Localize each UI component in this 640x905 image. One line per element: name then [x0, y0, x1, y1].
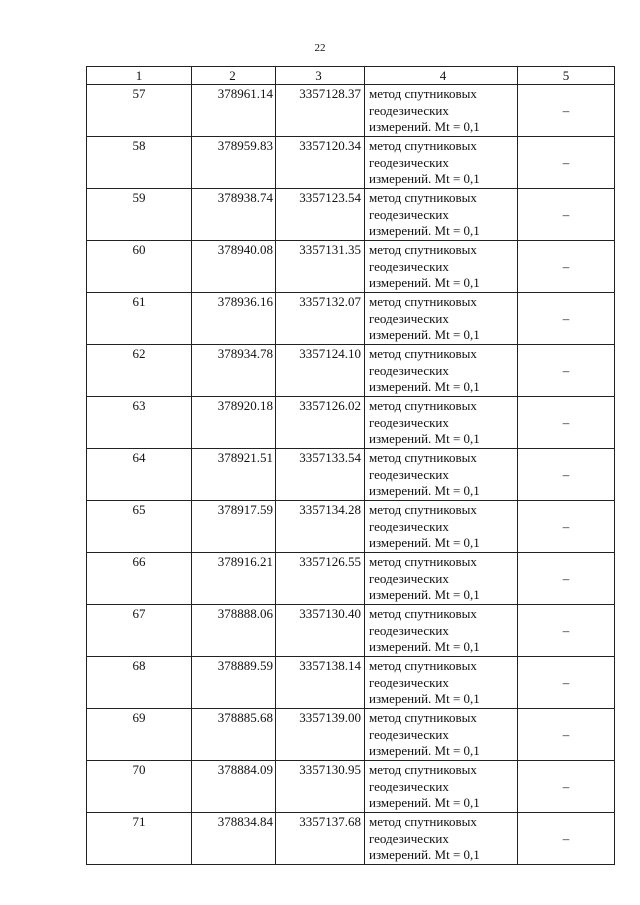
- point-number-cell: 60: [87, 241, 192, 293]
- method-line: геодезических: [369, 518, 449, 534]
- column-header-5: 5: [518, 67, 615, 85]
- method-line: метод спутниковых: [369, 294, 477, 309]
- note-cell: –: [518, 657, 615, 709]
- point-number-cell: 59: [87, 189, 192, 241]
- y-coordinate-cell: 3357126.55: [276, 553, 365, 605]
- method-cell: [365, 605, 518, 657]
- method-line: метод спутниковых: [369, 606, 477, 621]
- note-cell: –: [518, 293, 615, 345]
- x-coordinate-cell: 378938.74: [192, 189, 276, 241]
- method-line: измерений. Mt = 0,1: [369, 483, 480, 498]
- method-cell: [365, 345, 518, 397]
- method-line: измерений. Mt = 0,1: [369, 223, 480, 238]
- method-cell: [365, 501, 518, 553]
- method-line: измерений. Mt = 0,1: [369, 379, 480, 394]
- method-cell: [365, 189, 518, 241]
- y-coordinate-cell: 3357130.95: [276, 761, 365, 813]
- point-number-cell: 63: [87, 397, 192, 449]
- method-line: измерений. Mt = 0,1: [369, 847, 480, 862]
- y-coordinate-cell: 3357120.34: [276, 137, 365, 189]
- x-coordinate-cell: 378961.14: [192, 85, 276, 137]
- method-line: геодезических: [369, 778, 449, 794]
- y-coordinate-cell: 3357123.54: [276, 189, 365, 241]
- method-line: метод спутниковых: [369, 138, 477, 153]
- x-coordinate-cell: 378834.84: [192, 813, 276, 865]
- method-line: геодезических: [369, 154, 449, 170]
- method-line: измерений. Mt = 0,1: [369, 587, 480, 602]
- coordinates-table: [86, 66, 615, 865]
- point-number-cell: 69: [87, 709, 192, 761]
- method-line: геодезических: [369, 466, 449, 482]
- method-line: метод спутниковых: [369, 86, 477, 101]
- method-cell: [365, 293, 518, 345]
- column-header-4: 4: [365, 67, 518, 85]
- method-line: метод спутниковых: [369, 658, 477, 673]
- table-body: [87, 85, 615, 865]
- method-line: геодезических: [369, 830, 449, 846]
- method-line: геодезических: [369, 622, 449, 638]
- method-line: геодезических: [369, 674, 449, 690]
- table-row: [87, 397, 615, 449]
- method-line: измерений. Mt = 0,1: [369, 119, 480, 134]
- table-row: [87, 553, 615, 605]
- method-line: геодезических: [369, 206, 449, 222]
- note-cell: –: [518, 761, 615, 813]
- method-line: метод спутниковых: [369, 762, 477, 777]
- table-row: [87, 241, 615, 293]
- point-number-cell: 58: [87, 137, 192, 189]
- y-coordinate-cell: 3357131.35: [276, 241, 365, 293]
- method-cell: [365, 137, 518, 189]
- note-cell: –: [518, 449, 615, 501]
- method-line: измерений. Mt = 0,1: [369, 275, 480, 290]
- x-coordinate-cell: 378921.51: [192, 449, 276, 501]
- method-cell: [365, 709, 518, 761]
- table-row: [87, 709, 615, 761]
- y-coordinate-cell: 3357132.07: [276, 293, 365, 345]
- method-line: геодезических: [369, 414, 449, 430]
- x-coordinate-cell: 378889.59: [192, 657, 276, 709]
- y-coordinate-cell: 3357124.10: [276, 345, 365, 397]
- method-line: метод спутниковых: [369, 190, 477, 205]
- method-line: метод спутниковых: [369, 398, 477, 413]
- method-line: метод спутниковых: [369, 814, 477, 829]
- method-cell: [365, 85, 518, 137]
- point-number-cell: 62: [87, 345, 192, 397]
- note-cell: –: [518, 85, 615, 137]
- point-number-cell: 67: [87, 605, 192, 657]
- note-cell: –: [518, 709, 615, 761]
- note-cell: –: [518, 345, 615, 397]
- x-coordinate-cell: 378934.78: [192, 345, 276, 397]
- page-number: 22: [314, 42, 326, 54]
- method-line: геодезических: [369, 102, 449, 118]
- method-cell: [365, 761, 518, 813]
- method-line: измерений. Mt = 0,1: [369, 743, 480, 758]
- method-line: измерений. Mt = 0,1: [369, 327, 480, 342]
- note-cell: –: [518, 189, 615, 241]
- point-number-cell: 65: [87, 501, 192, 553]
- method-line: метод спутниковых: [369, 554, 477, 569]
- method-cell: [365, 397, 518, 449]
- point-number-cell: 68: [87, 657, 192, 709]
- y-coordinate-cell: 3357137.68: [276, 813, 365, 865]
- table-row: [87, 137, 615, 189]
- y-coordinate-cell: 3357126.02: [276, 397, 365, 449]
- note-cell: –: [518, 241, 615, 293]
- point-number-cell: 64: [87, 449, 192, 501]
- table-row: [87, 189, 615, 241]
- note-cell: –: [518, 813, 615, 865]
- method-line: метод спутниковых: [369, 450, 477, 465]
- column-header-3: 3: [276, 67, 365, 85]
- point-number-cell: 71: [87, 813, 192, 865]
- note-cell: –: [518, 501, 615, 553]
- method-line: измерений. Mt = 0,1: [369, 171, 480, 186]
- method-line: метод спутниковых: [369, 242, 477, 257]
- method-line: измерений. Mt = 0,1: [369, 431, 480, 446]
- x-coordinate-cell: 378916.21: [192, 553, 276, 605]
- table-row: [87, 501, 615, 553]
- table-row: [87, 345, 615, 397]
- method-line: метод спутниковых: [369, 710, 477, 725]
- point-number-cell: 70: [87, 761, 192, 813]
- table-row: [87, 761, 615, 813]
- method-cell: [365, 813, 518, 865]
- x-coordinate-cell: 378917.59: [192, 501, 276, 553]
- method-line: измерений. Mt = 0,1: [369, 639, 480, 654]
- point-number-cell: 57: [87, 85, 192, 137]
- method-line: геодезических: [369, 726, 449, 742]
- column-header-2: 2: [192, 67, 276, 85]
- method-line: геодезических: [369, 362, 449, 378]
- method-cell: [365, 449, 518, 501]
- x-coordinate-cell: 378936.16: [192, 293, 276, 345]
- y-coordinate-cell: 3357130.40: [276, 605, 365, 657]
- table-row: [87, 657, 615, 709]
- y-coordinate-cell: 3357138.14: [276, 657, 365, 709]
- method-cell: [365, 657, 518, 709]
- method-line: метод спутниковых: [369, 346, 477, 361]
- method-line: геодезических: [369, 310, 449, 326]
- note-cell: –: [518, 605, 615, 657]
- x-coordinate-cell: 378888.06: [192, 605, 276, 657]
- table-row: [87, 605, 615, 657]
- x-coordinate-cell: 378885.68: [192, 709, 276, 761]
- x-coordinate-cell: 378959.83: [192, 137, 276, 189]
- method-line: измерений. Mt = 0,1: [369, 795, 480, 810]
- method-line: геодезических: [369, 570, 449, 586]
- method-line: измерений. Mt = 0,1: [369, 535, 480, 550]
- y-coordinate-cell: 3357134.28: [276, 501, 365, 553]
- table-row: [87, 85, 615, 137]
- x-coordinate-cell: 378884.09: [192, 761, 276, 813]
- method-line: геодезических: [369, 258, 449, 274]
- method-line: метод спутниковых: [369, 502, 477, 517]
- table-row: [87, 813, 615, 865]
- method-cell: [365, 241, 518, 293]
- y-coordinate-cell: 3357128.37: [276, 85, 365, 137]
- y-coordinate-cell: 3357133.54: [276, 449, 365, 501]
- note-cell: –: [518, 137, 615, 189]
- x-coordinate-cell: 378920.18: [192, 397, 276, 449]
- x-coordinate-cell: 378940.08: [192, 241, 276, 293]
- column-header-1: 1: [87, 67, 192, 85]
- table-row: [87, 293, 615, 345]
- method-line: измерений. Mt = 0,1: [369, 691, 480, 706]
- method-cell: [365, 553, 518, 605]
- point-number-cell: 61: [87, 293, 192, 345]
- table-row: [87, 449, 615, 501]
- note-cell: –: [518, 553, 615, 605]
- table-header-row: [87, 67, 615, 85]
- point-number-cell: 66: [87, 553, 192, 605]
- y-coordinate-cell: 3357139.00: [276, 709, 365, 761]
- note-cell: –: [518, 397, 615, 449]
